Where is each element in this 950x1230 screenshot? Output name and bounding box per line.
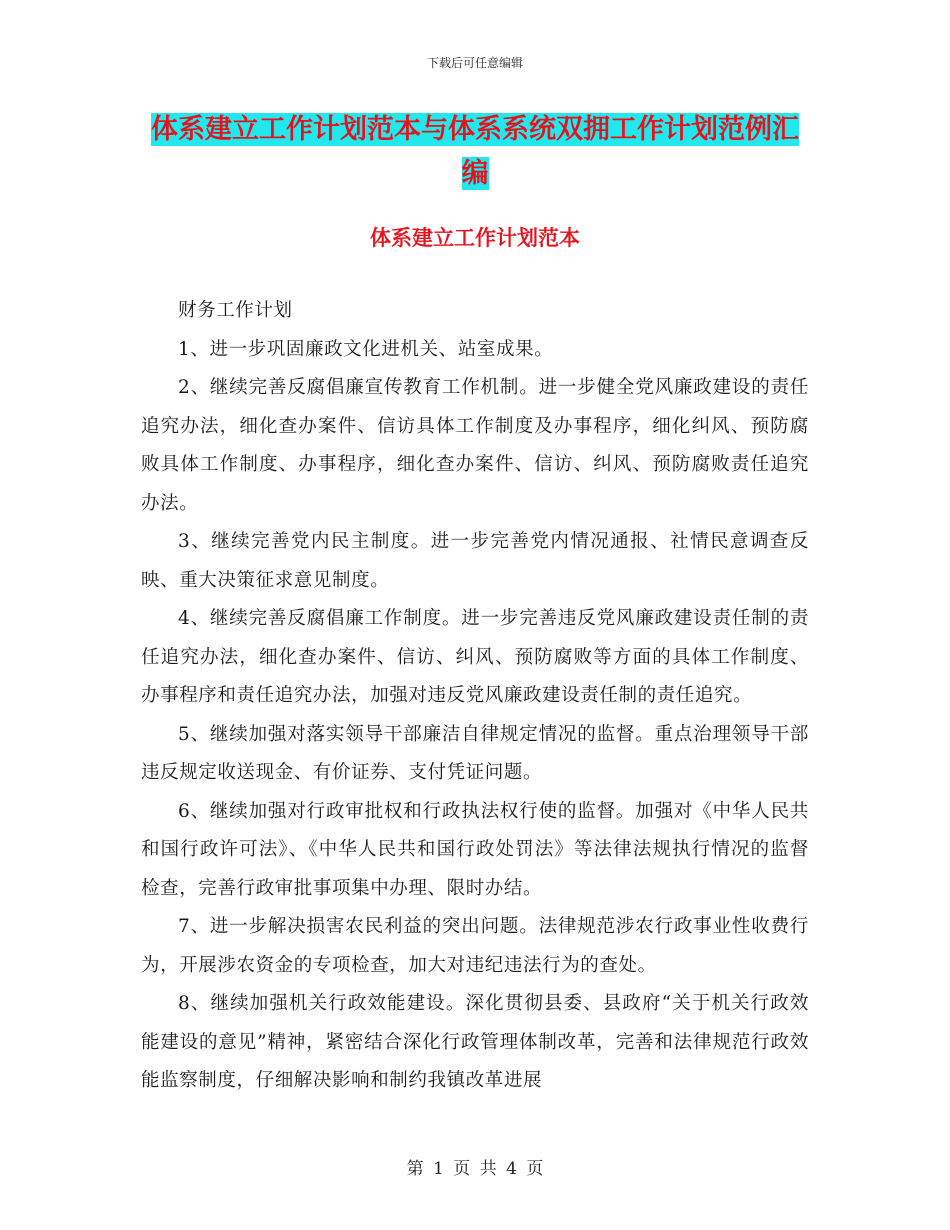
header-note: 下载后可任意编辑 [426,56,523,70]
page-footer: 第 1 页 共 4 页 [406,1159,544,1179]
paragraph: 6、继续加强对行政审批权和行政执法权行使的监督。加强对《中华人民共和国行政许可法》、《中华人民共和国行政处罚法》等法律法规执行情况的监督检查，完善行政审批事项集中办理、限时办结。 [141,800,809,899]
paragraph: 3、继续完善党内民主制度。进一步完善党内情况通报、社情民意调查反映、重大决策征求意见制度。 [141,531,809,591]
paragraph: 8、继续加强机关行政效能建设。深化贯彻县委、县政府“关于机关行政效能建设的意见”精神，紧密结合深化行政管理体制改革，完善和法律规范行政效能监察制度，仔细解决影响和制约我镇改革进展 [141,993,809,1091]
section-title: 体系建立工作计划范本 [370,226,580,250]
document-title-text: 体系建立工作计划范本与体系系统双拥工作计划范例汇编 [151,114,799,189]
document-title [140,108,810,196]
paragraph-heading: 财务工作计划 [178,300,293,321]
paragraph: 2、继续完善反腐倡廉宣传教育工作机制。进一步健全党风廉政建设的责任追究办法，细化查办案件、信访具体工作制度及办事程序，细化纠风、预防腐败具体工作制度、办事程序，细化查办案件、信访、纠风、预防腐败责任追究办法。 [141,377,809,514]
paragraph: 4、继续完善反腐倡廉工作制度。进一步完善违反党风廉政建设责任制的责任追究办法，细化查办案件、信访、纠风、预防腐败等方面的具体工作制度、办事程序和责任追究办法，加强对违反党风廉政建设责任制的责任追究。 [141,608,809,706]
document-body [141,292,809,1101]
paragraph: 5、继续加强对落实领导干部廉洁自律规定情况的监督。重点治理领导干部违反规定收送现金、有价证券、支付凭证问题。 [141,723,809,783]
paragraph: 1、进一步巩固廉政文化进机关、站室成果。 [178,338,554,360]
paragraph: 7、进一步解决损害农民利益的突出问题。法律规范涉农行政事业性收费行为，开展涉农资金的专项检查，加大对违纪违法行为的查处。 [141,916,809,976]
